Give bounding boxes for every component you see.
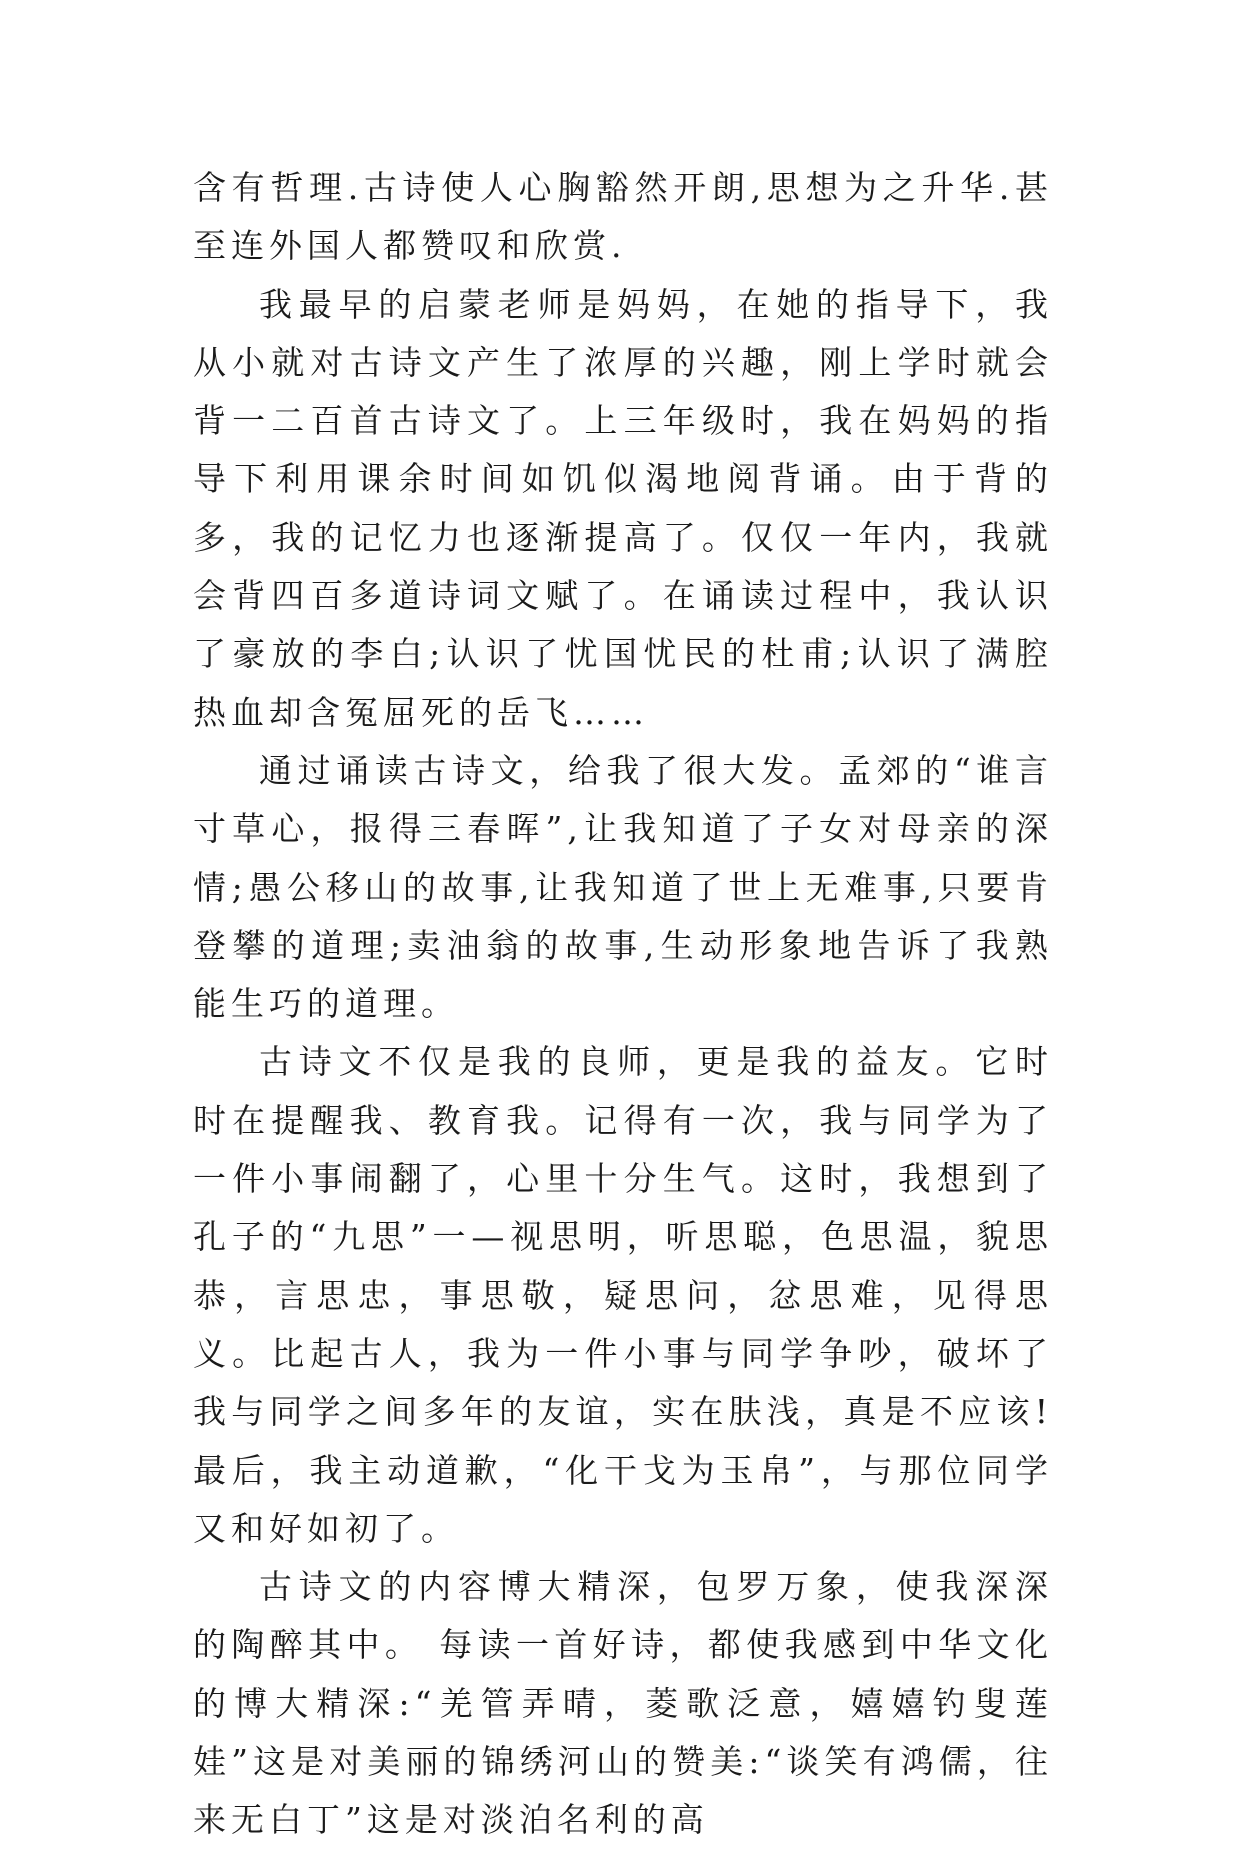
- paragraph-profound-content: 古诗文的内容博大精深，包罗万象，使我深深的陶醉其中。 每读一首好诗，都使我感到中华文化的博大精深:“羌管弄晴，菱歌泛意，嬉嬉钓叟莲娃”这是对美丽的锦绣河山的赞美:“谈笑有鸿儒，往来无白丁”这是对淡泊名利的高: [193, 1567, 1053, 1840]
- paragraph-continuation: 含有哲理.古诗使人心胸豁然开朗,思想为之升华.甚至连外国人都赞叹和欣赏.: [193, 168, 1053, 266]
- paragraph-good-friend: 古诗文不仅是我的良师，更是我的益友。它时时在提醒我、教育我。记得有一次，我与同学为了一件小事闹翻了，心里十分生气。这时，我想到了孔子的“九思”一—视思明，听思聪，色思温，貌思恭，言思忠，事思敬，疑思问，忿思难，见得思义。比起古人，我为一件小事与同学争吵，破坏了我与同学之间多年的友谊，实在肤浅，真是不应该!最后，我主动道歉，“化干戈为玉帛”，与那位同学又和好如初了。: [193, 1042, 1053, 1548]
- paragraph-reading-inspiration: 通过诵读古诗文，给我了很大发。孟郊的“谁言寸草心，报得三春晖”,让我知道了子女对母亲的深情;愚公移山的故事,让我知道了世上无难事,只要肯登攀的道理;卖油翁的故事,生动形象地告诉了我熟能生巧的道理。: [193, 750, 1053, 1024]
- document-body: [193, 159, 1053, 1850]
- paragraph-mother-teacher: 我最早的启蒙老师是妈妈，在她的指导下，我从小就对古诗文产生了浓厚的兴趣，刚上学时就会背一二百首古诗文了。上三年级时，我在妈妈的指导下利用课余时间如饥似渴地阅背诵。由于背的多，我的记忆力也逐渐提高了。仅仅一年内，我就会背四百多道诗词文赋了。在诵读过程中，我认识了豪放的李白;认识了忧国忧民的杜甫;认识了满腔热血却含冤屈死的岳飞……: [193, 284, 1053, 732]
